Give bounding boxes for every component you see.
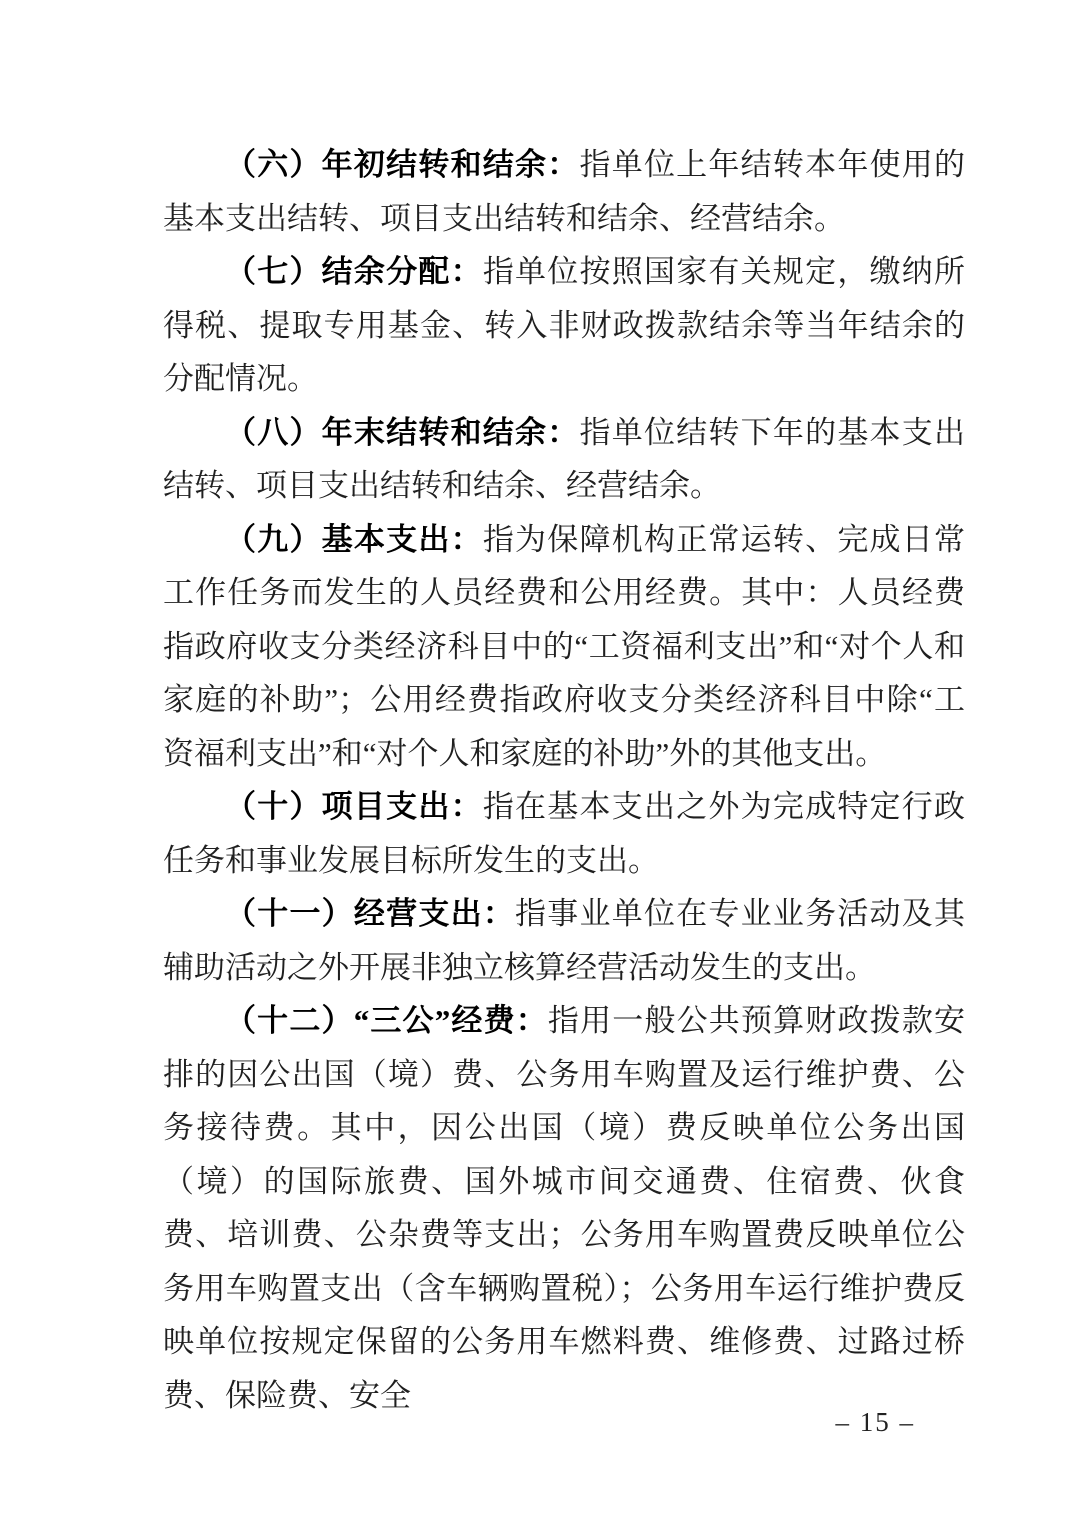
definition-paragraph-7 bbox=[163, 245, 965, 406]
definition-paragraph-11 bbox=[163, 887, 965, 994]
paragraph-heading: （九）基本支出： bbox=[225, 521, 483, 557]
definition-paragraph-6 bbox=[163, 138, 965, 245]
paragraph-body: 指为保障机构正常运转、完成日常工作任务而发生的人员经费和公用经费。其中：人员经费指政府收支分类经济科目中的“工资福利支出”和“对个人和家庭的补助”；公用经费指政府收支分类经济科目中除“工资福利支出”和“对个人和家庭的补助”外的其他支出。 bbox=[163, 521, 966, 771]
definition-paragraph-10 bbox=[163, 780, 965, 887]
paragraph-heading: （六）年初结转和结余： bbox=[225, 147, 580, 182]
paragraph-body: 指单位按照国家有关规定，缴纳所得税、提取专用基金、转入非财政拨款结余等当年结余的分配情况。 bbox=[163, 254, 966, 396]
page-number: – 15 – bbox=[835, 1407, 915, 1437]
paragraph-body: 指单位结转下年的基本支出结转、项目支出结转和结余、经营结余。 bbox=[163, 414, 965, 503]
paragraph-heading: （十一）经营支出： bbox=[225, 896, 516, 931]
paragraph-heading: （七）结余分配： bbox=[225, 254, 483, 289]
paragraph-body: 指在基本支出之外为完成特定行政任务和事业发展目标所发生的支出。 bbox=[163, 789, 966, 878]
definition-paragraph-12 bbox=[163, 994, 965, 1422]
paragraph-heading: （八）年末结转和结余： bbox=[225, 414, 580, 450]
definition-paragraph-8 bbox=[163, 406, 965, 513]
definition-paragraph-9 bbox=[163, 513, 965, 781]
text-block bbox=[163, 138, 965, 1422]
paragraph-heading: （十）项目支出： bbox=[225, 789, 483, 824]
paragraph-heading: （十二）“三公”经费： bbox=[225, 1003, 548, 1038]
paragraph-body: 指事业单位在专业业务活动及其辅助活动之外开展非独立核算经营活动发生的支出。 bbox=[163, 896, 965, 985]
paragraph-body: 指单位上年结转本年使用的基本支出结转、项目支出结转和结余、经营结余。 bbox=[163, 147, 965, 236]
paragraph-body: 指用一般公共预算财政拨款安排的因公出国（境）费、公务用车购置及运行维护费、公务接待费。其中，因公出国（境）费反映单位公务出国（境）的国际旅费、国外城市间交通费、住宿费、伙食费、培训费、公杂费等支出；公务用车购置费反映单位公务用车购置支出（含车辆购置税）；公务用车运行维护费反映单位按规定保留的公务用车燃料费、维修费、过路过桥费、保险费、安全 bbox=[163, 1003, 966, 1413]
